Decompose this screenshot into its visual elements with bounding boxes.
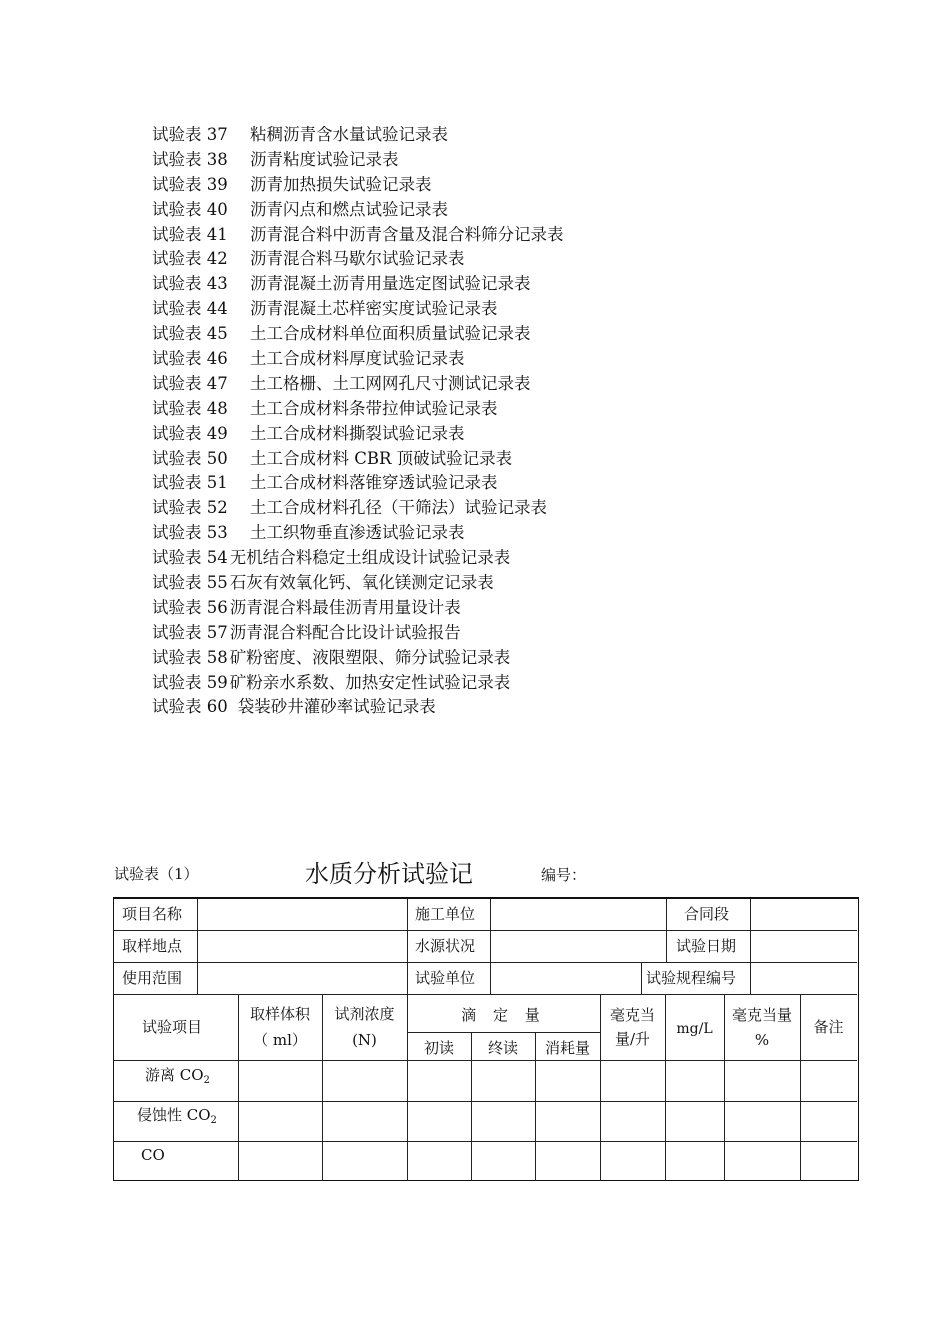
row-free-co2-subscript: 2 xyxy=(203,1075,210,1086)
list-item-title: 石灰有效氧化钙、氧化镁测定记录表 xyxy=(229,573,494,593)
row-divider xyxy=(407,1032,600,1033)
header-consumption: 消耗量 xyxy=(544,1039,590,1057)
list-item-title: 沥青混凝土沥青用量选定图试验记录表 xyxy=(250,274,531,294)
water-analysis-table xyxy=(113,897,859,1181)
list-item-code: 试验表 59 xyxy=(152,672,228,692)
list-item-code: 试验表 40 xyxy=(152,199,228,219)
list-item-title: 土工织物垂直渗透试验记录表 xyxy=(250,523,465,543)
row-divider xyxy=(114,994,857,995)
list-item xyxy=(152,422,564,447)
list-item-title: 矿粉密度、液限塑限、筛分试验记录表 xyxy=(229,647,511,667)
row-co: CO xyxy=(141,1146,165,1164)
list-item-code: 试验表 50 xyxy=(152,448,228,468)
list-item xyxy=(152,571,564,596)
list-item-code: 试验表 47 xyxy=(152,373,228,393)
col-divider xyxy=(197,899,198,994)
col-divider xyxy=(750,899,751,962)
list-item-title: 粘稠沥青含水量试验记录表 xyxy=(250,125,448,144)
list-item-code: 试验表 58 xyxy=(152,647,228,667)
list-item-code: 试验表 44 xyxy=(152,299,228,319)
list-item xyxy=(152,198,564,223)
label-project-name: 项目名称 xyxy=(122,905,183,923)
header-meq-percent-line2: % xyxy=(754,1031,770,1049)
list-item xyxy=(152,297,564,322)
list-item-code: 试验表 48 xyxy=(152,398,228,418)
row-aggressive-co2-label: 侵蚀性 CO xyxy=(137,1106,211,1124)
list-item-code: 试验表 37 xyxy=(152,125,228,144)
header-sample-volume: 取样体积 xyxy=(249,1005,310,1023)
col-divider xyxy=(666,899,667,962)
label-sampling-location: 取样地点 xyxy=(122,937,183,955)
form-code: 试验表（1） xyxy=(114,865,199,883)
list-item-title: 沥青加热损失试验记录表 xyxy=(250,174,432,194)
row-divider xyxy=(114,962,857,963)
list-item-code: 试验表 45 xyxy=(152,324,228,344)
list-item xyxy=(152,173,564,198)
list-item xyxy=(152,621,564,646)
list-item xyxy=(152,397,564,422)
list-item xyxy=(152,223,564,248)
row-free-co2 xyxy=(145,1065,210,1091)
list-item-title: 沥青混合料中沥青含量及混合料筛分记录表 xyxy=(250,224,564,244)
list-item xyxy=(152,148,564,173)
list-item xyxy=(152,596,564,621)
list-item xyxy=(152,347,564,372)
row-divider xyxy=(114,930,857,931)
list-item xyxy=(152,496,564,521)
list-item-code: 试验表 46 xyxy=(152,349,228,369)
label-water-source-status: 水源状况 xyxy=(415,937,476,955)
list-item xyxy=(152,546,564,571)
header-initial-reading: 初读 xyxy=(423,1039,454,1057)
list-item-title: 土工合成材料孔径（干筛法）试验记录表 xyxy=(250,498,547,518)
list-item-title: 土工格栅、土工网网孔尺寸测试记录表 xyxy=(250,373,531,393)
list-item-title: 土工合成材料条带拉伸试验记录表 xyxy=(250,398,498,418)
label-test-unit: 试验单位 xyxy=(415,969,476,987)
list-item-code: 试验表 38 xyxy=(152,149,228,169)
label-construction-unit: 施工单位 xyxy=(415,905,476,923)
label-usage-scope: 使用范围 xyxy=(122,969,183,987)
form-header xyxy=(114,850,859,894)
header-mgl: mg/L xyxy=(676,1021,713,1037)
list-item-code: 试验表 60 xyxy=(152,697,228,717)
list-item xyxy=(152,447,564,472)
label-test-procedure-number: 试验规程编号 xyxy=(646,969,737,987)
header-meq-line1: 毫克当 xyxy=(609,1006,655,1024)
list-item xyxy=(152,247,564,272)
col-divider xyxy=(750,962,751,994)
col-divider xyxy=(641,962,642,994)
list-item xyxy=(152,646,564,671)
list-item-code: 试验表 54 xyxy=(152,548,228,568)
header-remarks: 备注 xyxy=(813,1018,844,1036)
list-item-title: 沥青混凝土芯样密实度试验记录表 xyxy=(250,299,498,319)
header-reagent-concentration-unit: (N) xyxy=(352,1031,377,1049)
list-item-code: 试验表 51 xyxy=(152,473,228,493)
row-aggressive-co2 xyxy=(137,1105,217,1131)
row-divider xyxy=(114,1101,857,1102)
col-divider xyxy=(407,899,408,994)
list-item-title: 沥青混合料马歇尔试验记录表 xyxy=(250,249,465,269)
list-item-title: 土工合成材料厚度试验记录表 xyxy=(250,349,465,369)
list-item-title: 土工合成材料落锥穿透试验记录表 xyxy=(250,473,498,493)
list-item-title: 矿粉亲水系数、加热安定性试验记录表 xyxy=(229,672,511,692)
list-item-code: 试验表 57 xyxy=(152,622,228,642)
list-item-title: 土工合成材料单位面积质量试验记录表 xyxy=(250,324,531,344)
row-divider xyxy=(114,1060,857,1061)
list-item-title: 沥青闪点和燃点试验记录表 xyxy=(250,199,448,219)
list-item xyxy=(152,695,564,720)
list-item-title: 沥青混合料最佳沥青用量设计表 xyxy=(229,597,461,617)
form-number-label: 编号： xyxy=(541,866,587,884)
list-item-title: 土工合成材料 CBR 顶破试验记录表 xyxy=(250,448,513,468)
header-reagent-concentration: 试剂浓度 xyxy=(334,1005,395,1023)
list-item-code: 试验表 42 xyxy=(152,249,228,269)
list-item-code: 试验表 56 xyxy=(152,597,228,617)
row-free-co2-label: 游离 CO xyxy=(145,1066,204,1084)
list-item-title: 沥青混合料配合比设计试验报告 xyxy=(229,622,461,642)
label-test-date: 试验日期 xyxy=(676,937,737,955)
list-item xyxy=(152,272,564,297)
list-item xyxy=(152,123,564,148)
header-titration: 滴 定 量 xyxy=(461,1006,546,1024)
list-item-title: 沥青粘度试验记录表 xyxy=(250,149,399,169)
header-meq-line2: 量/升 xyxy=(614,1030,651,1048)
list-item-title: 袋装砂井灌砂率试验记录表 xyxy=(237,697,436,717)
list-item-code: 试验表 52 xyxy=(152,498,228,518)
list-item xyxy=(152,471,564,496)
table-list xyxy=(152,123,564,720)
row-aggressive-co2-subscript: 2 xyxy=(210,1115,217,1126)
list-item-code: 试验表 53 xyxy=(152,523,228,543)
header-test-item: 试验项目 xyxy=(142,1018,203,1036)
list-item-code: 试验表 43 xyxy=(152,274,228,294)
form-title: 水质分析试验记 xyxy=(305,860,473,888)
label-contract-section: 合同段 xyxy=(684,905,730,923)
row-divider xyxy=(114,1141,857,1142)
list-item-title: 土工合成材料撕裂试验记录表 xyxy=(250,423,465,443)
list-item xyxy=(152,372,564,397)
list-item-code: 试验表 55 xyxy=(152,573,228,593)
list-item-title: 无机结合料稳定土组成设计试验记录表 xyxy=(229,548,511,568)
list-item-code: 试验表 49 xyxy=(152,423,228,443)
col-divider xyxy=(490,899,491,994)
list-item-code: 试验表 39 xyxy=(152,174,228,194)
header-final-reading: 终读 xyxy=(487,1039,518,1057)
header-meq-percent-line1: 毫克当量 xyxy=(731,1006,792,1024)
list-item xyxy=(152,521,564,546)
list-item xyxy=(152,322,564,347)
list-item xyxy=(152,671,564,696)
header-sample-volume-unit: （ ml） xyxy=(253,1031,307,1049)
list-item-code: 试验表 41 xyxy=(152,224,228,244)
